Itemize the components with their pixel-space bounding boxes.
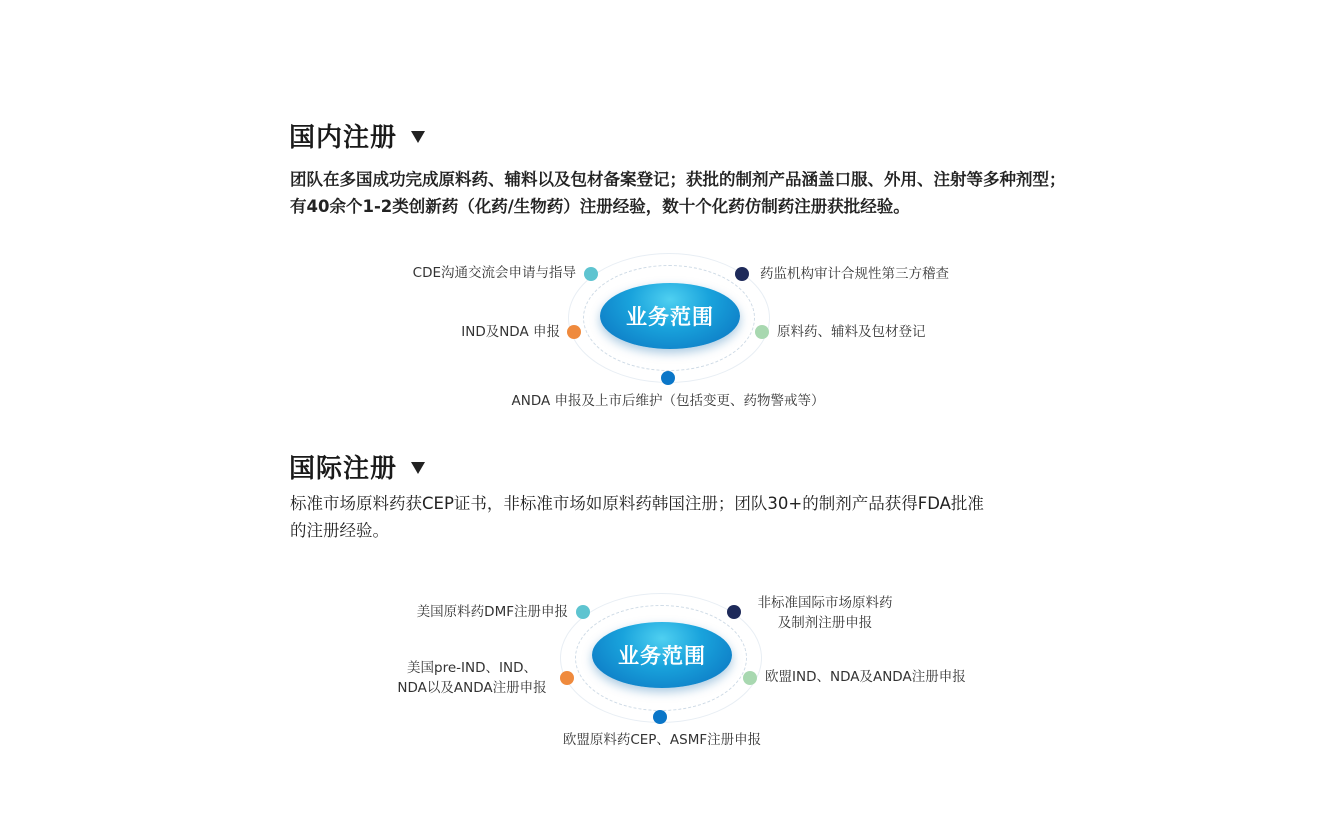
scope-item-nonstandard-dot <box>727 605 741 619</box>
business-scope-center-label: 业务范围 <box>618 644 706 668</box>
domestic-desc-line1: 团队在多国成功完成原料药、辅料以及包材备案登记；获批的制剂产品涵盖口服、外用、注射等多种剂型； <box>290 170 1066 189</box>
international-registration-title: 国际注册 <box>289 454 398 484</box>
scope-item-us-ind-label <box>382 658 562 698</box>
scope-item-us-dmf-dot <box>576 605 590 619</box>
scope-item-cde-dot <box>584 267 598 281</box>
international-registration-heading <box>289 448 425 485</box>
international-registration-description <box>290 490 1090 544</box>
international-desc-line1: 标准市场原料药获CEP证书，非标准市场如原料药韩国注册；团队30+的制剂产品获得FDA批准 <box>290 494 984 513</box>
scope-item-us-ind-line1: 美国pre-IND、IND、 <box>407 660 537 676</box>
scope-item-api-dot <box>755 325 769 339</box>
business-scope-center <box>600 283 740 349</box>
scope-item-us-ind-dot <box>560 671 574 685</box>
domestic-desc-line2: 有40余个1-2类创新药（化药/生物药）注册经验，数十个化药仿制药注册获批经验。 <box>290 197 910 216</box>
scope-item-nonstandard-line2: 及制剂注册申报 <box>777 615 873 631</box>
scope-item-nonstandard-label <box>745 593 905 633</box>
scope-item-eu-ind-label: 欧盟IND、NDA及ANDA注册申报 <box>765 669 966 685</box>
scope-item-anda-label: ANDA 申报及上市后维护（包括变更、药物警戒等） <box>511 393 825 409</box>
scope-item-audit-label: 药监机构审计合规性第三方稽查 <box>760 266 949 282</box>
business-scope-center <box>592 622 732 688</box>
international-desc-line2: 的注册经验。 <box>290 521 389 540</box>
scope-item-cde-label: CDE沟通交流会申请与指导 <box>412 265 576 281</box>
scope-item-eu-cep-label: 欧盟原料药CEP、ASMF注册申报 <box>562 732 762 748</box>
business-scope-center-label: 业务范围 <box>626 305 714 329</box>
domestic-registration-heading <box>289 117 425 154</box>
scope-item-eu-cep-dot <box>653 710 667 724</box>
scope-item-eu-ind-dot <box>743 671 757 685</box>
scope-item-audit-dot <box>735 267 749 281</box>
triangle-down-icon <box>411 131 425 143</box>
scope-item-nonstandard-line1: 非标准国际市场原料药 <box>757 595 893 611</box>
scope-item-ind-nda-dot <box>567 325 581 339</box>
domestic-registration-title: 国内注册 <box>289 123 398 153</box>
domestic-registration-description <box>290 166 1090 220</box>
scope-item-us-dmf-label: 美国原料药DMF注册申报 <box>416 604 568 620</box>
scope-item-api-label: 原料药、辅料及包材登记 <box>777 324 926 340</box>
scope-item-anda-dot <box>661 371 675 385</box>
scope-item-us-ind-line2: NDA以及ANDA注册申报 <box>397 680 547 696</box>
triangle-down-icon <box>411 462 425 474</box>
scope-item-ind-nda-label: IND及NDA 申报 <box>461 324 560 340</box>
